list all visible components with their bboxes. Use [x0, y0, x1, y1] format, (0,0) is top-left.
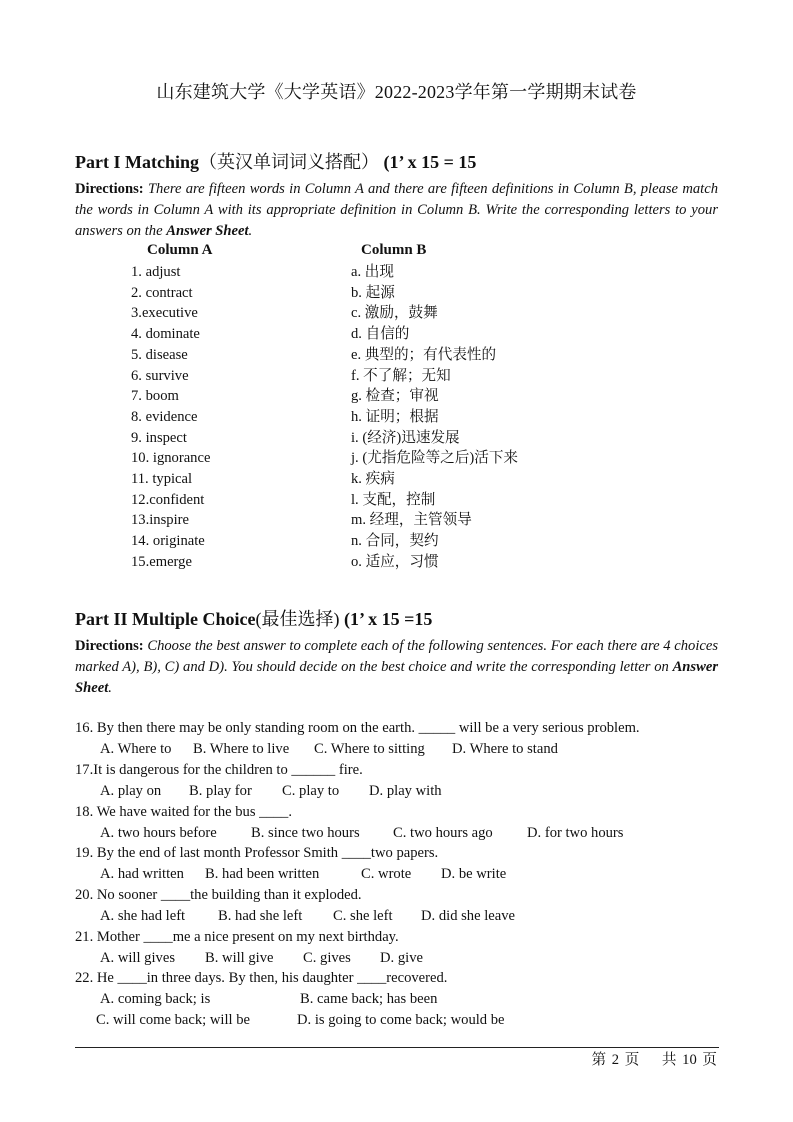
part1-score: (1’ x 15 = 15	[383, 152, 477, 172]
column-b-item: c. 激励，鼓舞	[351, 305, 438, 322]
column-a-item: 9. inspect	[131, 429, 187, 446]
question-option: B. Where to live	[193, 741, 290, 757]
column-b-item: i. (经济)迅速发展	[351, 429, 460, 446]
column-a-item: 5. disease	[131, 346, 188, 363]
page-number: 第 2 页	[591, 1052, 640, 1068]
column-b-item: f. 不了解；无知	[351, 367, 451, 384]
column-a-header: Column A	[147, 242, 213, 258]
question-option: C. gives	[303, 950, 351, 966]
question-option: A. she had left	[100, 908, 186, 924]
part1-answer-sheet: Answer Sheet	[166, 222, 249, 239]
question-option: D. Where to stand	[452, 741, 558, 757]
part2-directions-text: Choose the best answer to complete each of the following sentences. For each there are 4 choices marked A), B), C) and D). You should decide on the best choice and write the corresponding letter on	[75, 638, 719, 675]
page-footer	[592, 1048, 717, 1069]
question-stem: 21. Mother ____me a nice present on my next birthday.	[75, 929, 399, 945]
column-a-list	[131, 262, 210, 573]
question-option: A. had written	[100, 866, 184, 882]
part1-directions	[75, 179, 718, 241]
part2-directions-label: Directions:	[75, 638, 144, 654]
page-total: 共 10 页	[661, 1052, 717, 1068]
question-option: C. play to	[282, 783, 340, 799]
column-a-item: 13.inspire	[131, 512, 189, 529]
part1-directions-text: There are fifteen words in Column A and there are fifteen definitions in Column B, please match the words in Column A with its appropriate definition in Column B. Write the corresponding letters to your answers on the	[75, 181, 718, 239]
column-b-item: a. 出现	[351, 264, 394, 280]
question-option: A. coming back; is	[100, 991, 211, 1007]
column-b-item: o. 适应，习惯	[351, 553, 439, 570]
column-b-item: e. 典型的；有代表性的	[351, 346, 497, 363]
column-b-item: l. 支配，控制	[351, 491, 436, 508]
question-stem: 17.It is dangerous for the children to ______ fire.	[75, 762, 363, 778]
question-option: A. two hours before	[100, 825, 217, 841]
question-option: C. will come back; will be	[96, 1012, 251, 1028]
part1-heading-text: Part I Matching	[75, 152, 199, 172]
column-a-item: 10. ignorance	[131, 450, 211, 467]
column-b-item: m. 经理，主管领导	[351, 512, 472, 529]
question-option: B. play for	[189, 783, 252, 799]
question-option: D. give	[380, 950, 423, 966]
question-option: B. had she left	[218, 908, 303, 924]
question-option: C. Where to sitting	[314, 741, 425, 757]
question-stem: 16. By then there may be only standing room on the earth. _____ will be a very serious problem.	[75, 720, 640, 736]
column-a-item: 15.emerge	[131, 553, 192, 570]
part1-directions-label: Directions:	[75, 181, 144, 197]
part2-heading-text: Part II Multiple Choice	[75, 609, 256, 629]
column-b-item: d. 自信的	[351, 326, 410, 343]
column-a-item: 4. dominate	[131, 326, 200, 343]
part1-heading-cn: （英汉单词词义搭配）	[198, 152, 379, 172]
question-option: D. for two hours	[527, 825, 624, 841]
part1-directions-end: .	[248, 222, 253, 239]
part2-directions-end: .	[108, 679, 112, 696]
column-a-item: 8. evidence	[131, 408, 198, 425]
question-option: B. had been written	[205, 866, 320, 882]
part2-heading-cn: (最佳选择)	[255, 609, 340, 629]
part2-heading	[75, 605, 432, 631]
exam-title: 山东建筑大学《大学英语》2022-2023学年第一学期期末试卷	[156, 82, 637, 102]
column-b-item: k. 疾病	[351, 471, 395, 488]
question-option: B. will give	[205, 950, 274, 966]
question-option: A. Where to	[100, 741, 172, 757]
column-a-item: 11. typical	[131, 471, 193, 488]
question-option: A. play on	[100, 783, 162, 799]
column-b-item: j. (尤指危险等之后)活下来	[351, 450, 519, 467]
column-b-header: Column B	[361, 242, 427, 258]
column-b-list	[351, 262, 518, 573]
question-option: D. play with	[369, 783, 442, 799]
question-option: D. did she leave	[421, 908, 516, 924]
question-option: A. will gives	[100, 950, 175, 966]
column-b-item: g. 检查；审视	[351, 388, 439, 405]
question-option: B. since two hours	[251, 825, 360, 841]
column-a-item: 7. boom	[131, 388, 179, 405]
part2-score: (1’ x 15 =15	[343, 609, 433, 629]
part2-directions	[75, 636, 718, 698]
part2-answer-sheet: Answer Sheet	[75, 658, 718, 696]
question-option: C. two hours ago	[393, 825, 493, 841]
column-a-item: 14. originate	[131, 533, 205, 550]
question-stem: 20. No sooner ____the building than it exploded.	[75, 887, 362, 903]
column-a-item: 3.executive	[131, 305, 198, 322]
column-a-item: 1. adjust	[131, 264, 181, 280]
question-option: B. came back; has been	[300, 991, 438, 1007]
column-b-item: n. 合同，契约	[351, 533, 439, 550]
column-a-item: 6. survive	[131, 367, 189, 384]
question-stem: 19. By the end of last month Professor Smith ____two papers.	[75, 845, 439, 861]
question-stem: 18. We have waited for the bus ____.	[75, 804, 293, 820]
column-a-item: 12.confident	[131, 491, 205, 508]
column-b-item: b. 起源	[351, 284, 395, 301]
part1-heading	[75, 148, 476, 174]
column-a-item: 2. contract	[131, 284, 193, 301]
column-b-item: h. 证明；根据	[351, 408, 439, 425]
question-stem: 22. He ____in three days. By then, his daughter ____recovered.	[75, 970, 448, 986]
question-option: C. she left	[333, 908, 393, 924]
question-option: D. is going to come back; would be	[297, 1012, 505, 1028]
question-option: C. wrote	[361, 866, 412, 882]
question-option: D. be write	[441, 866, 507, 882]
